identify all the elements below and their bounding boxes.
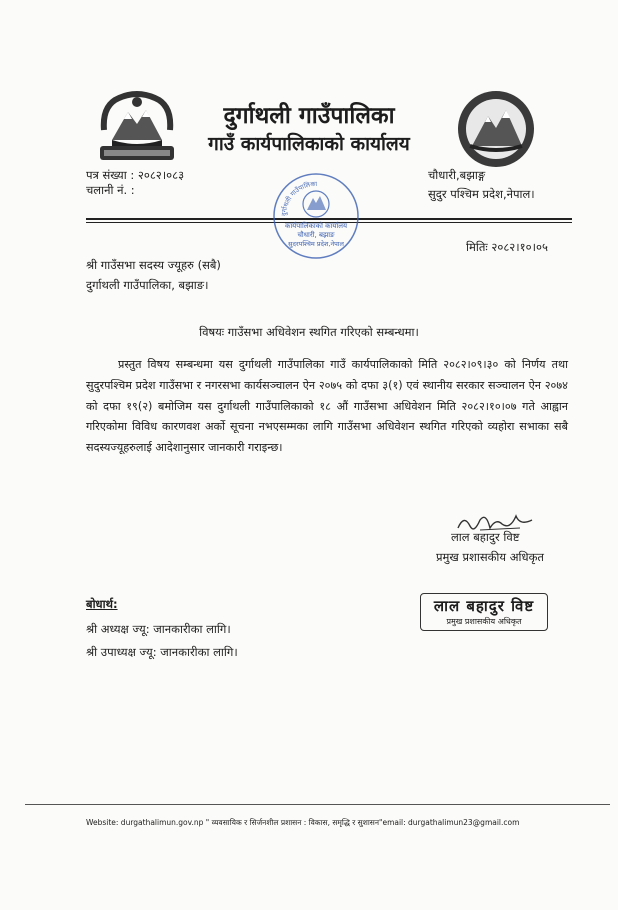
cc-item: श्री अध्यक्ष ज्यू: जानकारीका लागि। bbox=[86, 622, 231, 636]
name-stamp bbox=[420, 593, 548, 631]
address-line-2: सुदुर पश्चिम प्रदेश,नेपाल। bbox=[428, 187, 535, 201]
stamp-line-4: सुदरपश्चिम प्रदेश,नेपाल bbox=[288, 240, 344, 248]
letter-body: प्रस्तुत विषय सम्बन्धमा यस दुर्गाथली गाउँपालिका गाउँ कार्यपालिकाको मिति २०८२।०९।३० को निर्णय तथा सुदुरपश्चिम प्रदेश गाउँसभा र नगरसभा कार्यसञ्चालन ऐन २०७५ को दफा ३(१) एवं स्थानीय सरकार सञ्चालन ऐन २०७४ को दफा १९(२) बमोजिम यस दुर्गाथली गाउँपालिकाको १८ औं गाउँसभा अधिवेशन मिति २०८२।१०।०७ गते आह्वान गरिएकोमा विविध कारणवश अर्को सूचना नभएसम्मका लागि गाउँसभा अधिवेशन स्थगित गरिएको व्यहोरा सभाका सबै सदस्यज्यूहरुलाई आदेशानुसार जानकारी गराइन्छ। bbox=[86, 358, 568, 455]
stamp-arc-text: दुर्गाथली गाउँपालिका bbox=[279, 179, 318, 217]
footer-contact: Website: durgathalimun.gov.np " व्यवसायिक र सिर्जनशील प्रशासन : विकास, समृद्धि र सुशासन"email: durgathalimun23@gmail.com bbox=[86, 818, 520, 827]
cc-heading: बोधार्थ: bbox=[86, 597, 118, 611]
signatory-title: प्रमुख प्रशासकीय अधिकृत bbox=[436, 550, 544, 564]
office-title: दुर्गाथली गाउँपालिका bbox=[223, 103, 395, 129]
office-stamp bbox=[270, 170, 362, 262]
name-stamp-name: लाल बहादुर विष्ट bbox=[433, 597, 535, 615]
letter-number: पत्र संख्या : २०८२।०८३ bbox=[86, 168, 185, 182]
stamp-line-3: चौधारी, बझाङ bbox=[297, 231, 335, 239]
cc-item: श्री उपाध्यक्ष ज्यू: जानकारीका लागि। bbox=[86, 645, 238, 659]
letter-date: मितिः २०८२।१०।०५ bbox=[466, 240, 548, 254]
name-stamp-title: प्रमुख प्रशासकीय अधिकृत bbox=[446, 617, 522, 626]
recipient-line-2: दुर्गाथली गाउँपालिका, बझाङ। bbox=[86, 278, 209, 292]
letter-subject: विषयः गाउँसभा अधिवेशन स्थगित गरिएको सम्बन्धमा। bbox=[199, 325, 419, 339]
dispatch-number: चलानी नं. : bbox=[86, 183, 135, 197]
address-line-1: चौधारी,बझाङ्ग bbox=[428, 168, 486, 182]
recipient-line-1: श्री गाउँसभा सदस्य ज्यूहरु (सबै) bbox=[86, 258, 221, 272]
stamp-line-2: कार्यपालिकाको कार्यालय bbox=[284, 222, 348, 230]
office-subtitle: गाउँ कार्यपालिकाको कार्यालय bbox=[208, 133, 410, 155]
footer-divider bbox=[25, 804, 610, 805]
svg-text:दुर्गाथली गाउँपालिका bbox=[280, 180, 318, 216]
signatory-name: लाल बहादुर विष्ट bbox=[451, 530, 520, 544]
